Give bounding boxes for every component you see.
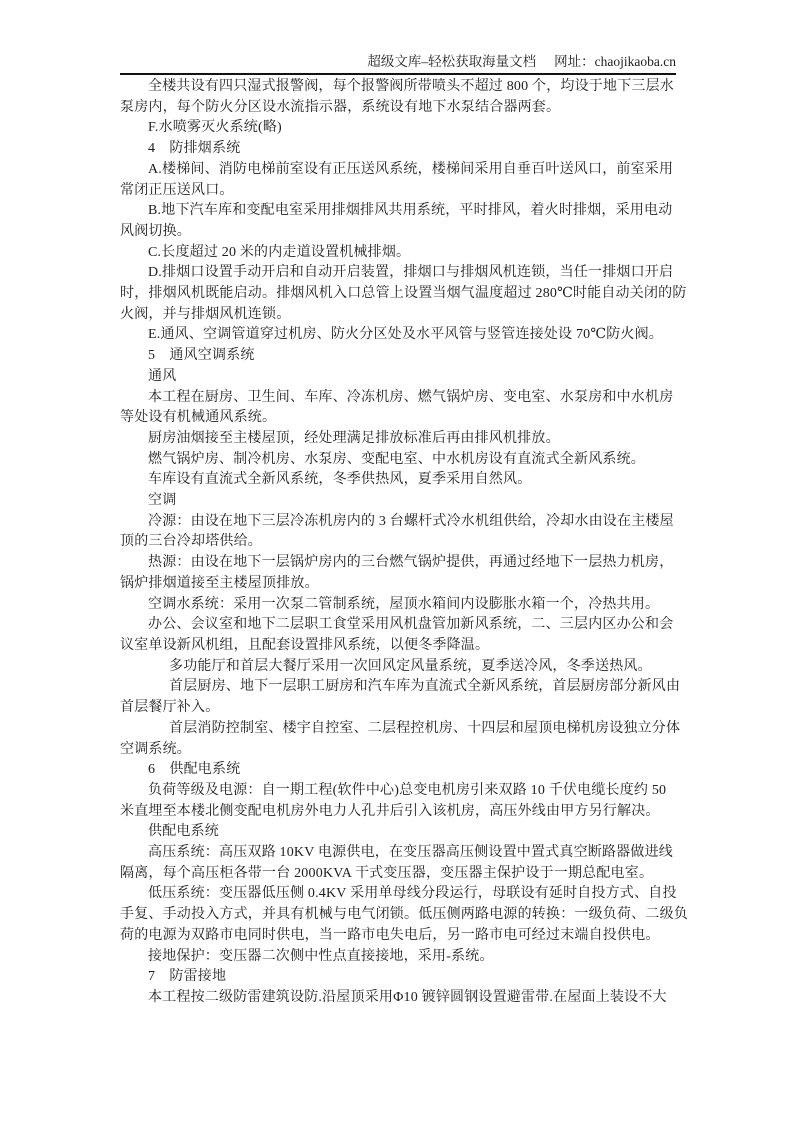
text-line: 低压系统：变压器低压侧 0.4KV 采用单母线分段运行，母联设有延时自投方式、自投	[148, 886, 677, 902]
text-line: 风阀切换。	[120, 223, 191, 239]
text-line: 首层厨房、地下一层职工厨房和汽车库为直流式全新风系统，首层厨房部分新风由	[169, 679, 681, 695]
text-line: 火阀，并与排烟风机连锁。	[120, 306, 291, 322]
text-line: E.通风、空调管道穿过机房、防火分区处及水平风管与竖管连接处设 70℃防火阀。	[148, 327, 664, 343]
sub-heading: 通风	[148, 368, 177, 384]
text-line: D.排烟口设置手动开启和自动开启装置，排烟口与排烟风机连锁，当任一排烟口开启	[148, 265, 674, 281]
text-line: 空调系统。	[120, 741, 191, 757]
text-line: 手复、手动投入方式，并具有机械与电气闭锁。低压侧两路电源的转换：一级负荷、二级负	[120, 907, 688, 923]
sub-heading: 空调	[148, 493, 177, 509]
sub-heading: 供配电系统	[148, 824, 219, 840]
section-heading: 7 防雷接地	[148, 969, 227, 985]
section-heading: 4 防排烟系统	[148, 141, 241, 157]
header-url-label: 网址：chaojikaoba.cn	[554, 54, 676, 69]
text-line: 燃气锅炉房、制冷机房、水泵房、变配电室、中水机房设有直流式全新风系统。	[148, 451, 645, 467]
text-line: 首层消防控制室、楼宇自控室、二层程控机房、十四层和屋顶电梯机房设独立分体	[169, 720, 681, 736]
document-body	[120, 77, 688, 1009]
text-line: 多功能厅和首层大餐厅采用一次回风定风量系统，夏季送冷风，冬季送热风。	[169, 658, 652, 674]
text-line: C.长度超过 20 米的内走道设置机械排烟。	[148, 244, 411, 260]
text-line: 时，排烟风机既能启动。排烟风机入口总管上设置当烟气温度超过 280℃时能自动关闭的防	[120, 286, 687, 302]
header-site-label: 超级文库–轻松获取海量文档	[367, 54, 537, 69]
text-line: 米直埋至本楼北侧变配电机房外电力人孔井后引入该机房，高压外线由甲方另行解决。	[120, 803, 660, 819]
text-line: 接地保护：变压器二次侧中性点直接接地，采用-系统。	[148, 948, 494, 964]
text-line: 全楼共设有四只湿式报警阀，每个报警阀所带喷头不超过 800 个，均设于地下三层水	[148, 79, 674, 94]
text-line: 荷的电源为双路市电同时供电，当一路市电失电后，另一路市电可经过末端自投供电。	[120, 927, 660, 943]
text-line: 本工程在厨房、卫生间、车库、冷冻机房、燃气锅炉房、变电室、水泵房和中水机房	[148, 389, 674, 405]
text-line: 隔离，每个高压柜各带一台 2000KVA 干式变压器，变压器主保护设于一期总配电室。	[120, 865, 654, 881]
text-line: 本工程按二级防雷建筑设防.沿屋顶采用Φ10 镀锌圆钢设置避雷带.在屋面上装设不大	[148, 989, 667, 1005]
text-line: 车库设有直流式全新风系统，冬季供热风，夏季采用自然风。	[148, 472, 532, 488]
text-line: 高压系统：高压双路 10KV 电源供电，在变压器高压侧设置中置式真空断路器做进线	[148, 845, 673, 861]
text-line: A.楼梯间、消防电梯前室设有正压送风系统，楼梯间采用自垂百叶送风口，前室采用	[148, 161, 674, 177]
text-line: F.水喷雾灭火系统(略)	[148, 120, 282, 136]
page-header	[120, 53, 676, 71]
text-line: 议室单设新风机组，且配套设置排风系统，以便冬季降温。	[120, 637, 490, 653]
text-line: 顶的三台冷却塔供给。	[120, 534, 262, 550]
text-line: 负荷等级及电源：自一期工程(软件中心)总变电机房引来双路 10 千伏电缆长度约 50	[148, 782, 667, 798]
text-line: 泵房内，每个防火分区设水流指示器，系统设有地下水泵结合器两套。	[120, 99, 561, 115]
section-heading: 6 供配电系统	[148, 762, 241, 778]
text-line: 等处设有机械通风系统。	[120, 410, 277, 426]
text-line: 锅炉排烟道接至主楼屋顶排放。	[120, 575, 319, 591]
header-divider	[120, 73, 676, 75]
text-line: B.地下汽车库和变配电室采用排烟排风共用系统，平时排风，着火时排烟，采用电动	[148, 203, 673, 219]
text-line: 空调水系统：采用一次泵二管制系统，屋顶水箱间内设膨胀水箱一个，冷热共用。	[148, 596, 660, 612]
text-line: 厨房油烟接至主楼屋顶，经处理满足排放标准后再由排风机排放。	[148, 430, 560, 446]
text-line: 常闭正压送风口。	[120, 182, 234, 198]
section-heading: 5 通风空调系统	[148, 348, 255, 364]
text-line: 办公、会议室和地下二层职工食堂采用风机盘管加新风系统，二、三层内区办公和会	[148, 617, 674, 633]
text-line: 首层餐厅补入。	[120, 700, 220, 716]
text-line: 冷源：由设在地下三层冷冻机房内的 3 台螺杆式冷水机组供给，冷却水由设在主楼屋	[148, 513, 674, 529]
text-line: 热源：由设在地下一层锅炉房内的三台燃气锅炉提供，再通过经地下一层热力机房，	[148, 555, 674, 571]
